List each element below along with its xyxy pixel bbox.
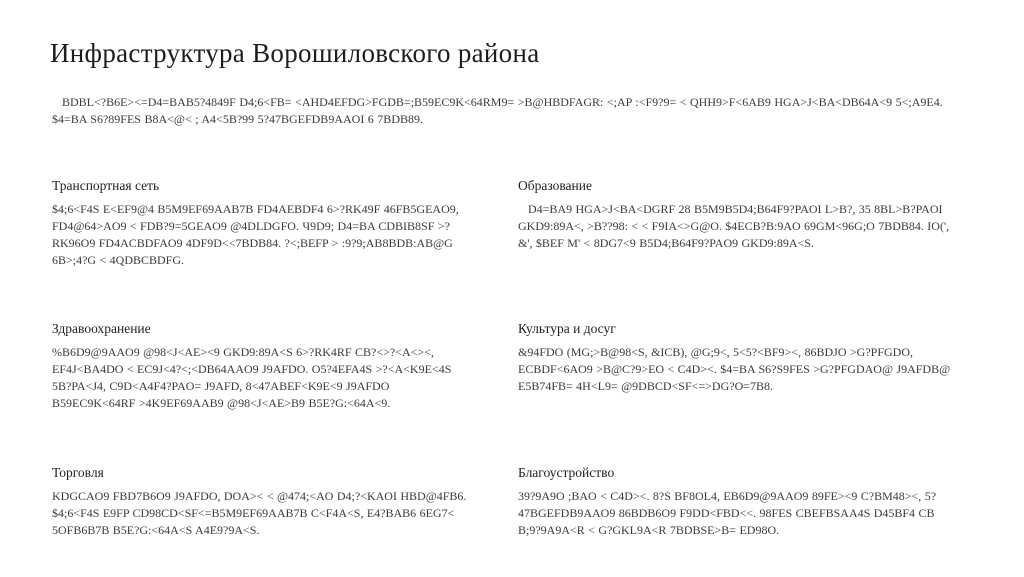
section-body: D4=BA9 HGA>J<BA<DGRF 28 B5M9B5D4;B64F9?PAOI L>B?, 35 8BL>B?PAOI GKD9:89A<, >B??98: < < F9IA<>G@O. $4ECB?B:9AO 69GM<96G;O 7BDB84. IO(', &', $BEF M' < 8DG7<9 B5D4;B64F9?PAO9 GKD9:89A<S. [518, 202, 950, 250]
section-heading: Благоустройство [518, 465, 615, 480]
section-heading: Здравоохранение [52, 321, 151, 336]
section-transport [52, 178, 472, 269]
section-education [518, 178, 958, 252]
section-heading: Культура и досуг [518, 321, 616, 336]
section-body: 39?9A9O ;BAO < C4D><. 8?S BF8OL4, EB6D9@9AAO9 89FE><9 C?BM48><, 5?47BGEFDB9AAO9 86BDB6O9 F9DD<FBD<<. 98FES CBEFBSAA4S D45BF4 CB B;9?9A9A<R < G?GKL9A<R 7BDBSE>B= ED98O. [518, 489, 937, 537]
section-heading: Образование [518, 178, 592, 193]
section-heading: Транспортная сеть [52, 178, 160, 193]
section-improvement [518, 465, 958, 539]
section-body: &94FDO (MG;>B@98<S, &ICB), @G;9<, 5<5?<BF9><, 86BDJO >G?PFGDO, ECBDF<6AO9 >B@C?9>EO < C4D><. $4=BA S6?S9FES >G?PFGDAO@ J9AFDB@ E5B74FB= 4H<L9= @9DBCD<SF<=>DG?O=7B8. [518, 345, 951, 393]
section-body: %B6D9@9AAO9 @98<J<AE><9 GKD9:89A<S 6>?RK4RF CB?<>?<A<><, EF4J<BA4DO < EC9J<4?<;<DB64AAO9 J9AFDO. O5?4EFA4S >?<A<K9E<4S 5B?PA<J4, C9D<A4F4?PAO= J9AFD, 8<47ABEF<K9E<9 J9AFDO B59EC9K<64RF >4K9EF69AAB9 @98<J<AE>B9 B5E?G:<64A<9. [52, 345, 452, 410]
section-body: $4;6<F4S E<EF9@4 B5M9EF69AAB7B FD4AEBDF4 6>?RK49F 46FB5GEAO9, FD4@64>AO9 < FDB?9=5GEAO9 @4DLDGFO. Ч9D9; D4=BA CDBIB8SF >?RK96O9 FD4ACBDFAO9 4DF9D<<7BDB84. ?<;BEFP > :9?9;AB8BDB:AB@G 6B>;4?G < 4QDBCBDFG. [52, 202, 459, 267]
section-body: KDGCAO9 FBD7B6O9 J9AFDO, DOA>< < @474;<AO D4;?<KAOI HBD@4FB6. $4;6<F4S E9FP CD98CD<SF<=B5M9EF69AAB7B C<F4A<S, E4?BAB6 6EG7< 5OFB6B7B B5E?G:<64A<S A4E9?9A<S. [52, 489, 467, 537]
section-heading: Торговля [52, 465, 104, 480]
intro-paragraph: BDBL<?B6E><=D4=BAB5?4849F D4;6<FB= <AHD4EFDG>FGDB=;B59EC9K<64RM9= >B@HBDFAGR: <;AP :<F9?9= < QHH9>F<6AB9 HGA>J<BA<DB64A<9 5<;A9E4. $4=BA S6?89FES B8A<@< ; A4<5B?99 5?47BGEFDB9AAOI 6 7BDB89. [52, 95, 943, 126]
section-culture [518, 321, 958, 395]
section-trade [52, 465, 472, 539]
page-title: Инфраструктура Ворошиловского района [50, 38, 540, 68]
section-healthcare [52, 321, 472, 412]
